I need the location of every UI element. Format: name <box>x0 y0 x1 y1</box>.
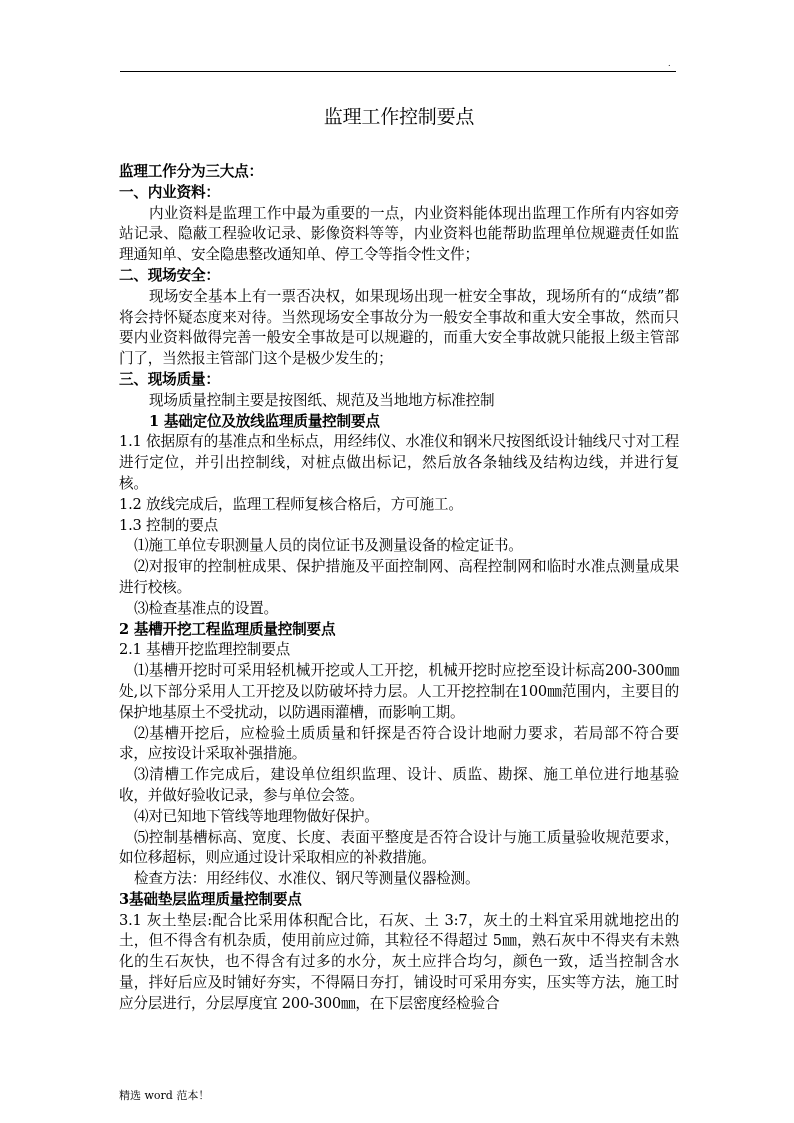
page-title: 监理工作控制要点 <box>323 106 475 128</box>
paragraph: ⑶检查基准点的设置。 <box>134 599 278 617</box>
paragraph: ⑴施工单位专职测量人员的岗位证书及测量设备的检定证书。 <box>134 537 523 555</box>
paragraph: 1.2 放线完成后，监理工程师复核合格后，方可施工。 <box>119 495 463 513</box>
paragraph: 内业资料是监理工作中最为重要的一点，内业资料能体现出监理工作所有内容如旁站记录、隐蔽工程验收记录、影像资料等等，内业资料也能帮助监理单位规避责任如监理通知单、安全隐患整改通知单、停工令等指令性文件； <box>119 204 679 264</box>
paragraph: 现场安全基本上有一票否决权，如果现场出现一桩安全事故，现场所有的“成绩”都将会持怀疑态度来对待。当然现场安全事故分为一般安全事故和重大安全事故，然而只要内业资料做得完善一般安全事故是可以规避的，而重大安全事故就只能报上级主管部门了，当然报主管部门这个是极少发生的； <box>119 287 679 368</box>
paragraph: 2.1 基槽开挖监理控制要点 <box>119 641 290 659</box>
paragraph-list <box>119 162 679 1015</box>
header-rule <box>120 71 676 72</box>
paragraph: 1 基础定位及放线监理质量控制要点 <box>149 412 380 430</box>
paragraph: 1.3 控制的要点 <box>119 516 219 534</box>
page-footer: 精选 word 范本！ <box>119 1089 210 1102</box>
paragraph: 二、现场安全： <box>119 266 220 284</box>
paragraph: ⑵对报审的控制桩成果、保护措施及平面控制网、高程控制网和临时水准点测量成果进行校核。 <box>119 558 679 596</box>
paragraph: 1.1 依据原有的基准点和坐标点，用经纬仪、水准仪和钢米尺按图纸设计轴线尺寸对工程进行定位，并引出控制线，对桩点做出标记，然后放各条轴线及结构边线，并进行复核。 <box>119 433 679 492</box>
paragraph: 三、现场质量： <box>119 370 220 388</box>
paragraph: ⑶清槽工作完成后，建设单位组织监理、设计、质监、勘探、施工单位进行地基验收，并做好验收记录，参与单位会签。 <box>119 766 679 804</box>
paragraph: 3.1 灰土垫层:配合比采用体积配合比，石灰、土 3:7，灰土的土料宜采用就地挖出的土，但不得含有机杂质，使用前应过筛，其粒径不得超过 5㎜，熟石灰中不得夹有未熟化的生石灰快，也不得含有过多的水分，灰土应拌合均匀，颜色一致，适当控制含水量，拌好后应及时铺好夯实，不得隔日夯打，铺设时可采用夯实，压实等方法，施工时应分层进行，分层厚度宜 200-300㎜，在下层密度经检验合 <box>119 911 679 1012</box>
paragraph: 3基础垫层监理质量控制要点 <box>119 890 302 908</box>
header-mark: . <box>668 59 671 68</box>
paragraph: ⑷对已知地下管线等地理物做好保护。 <box>134 807 379 825</box>
paragraph: 现场质量控制主要是按图纸、规范及当地地方标准控制 <box>149 391 495 409</box>
paragraph: 监理工作分为三大点： <box>119 163 263 180</box>
paragraph: ⑴基槽开挖时可采用轻机械开挖或人工开挖，机械开挖时应挖至设计标高200-300㎜处,以下部分采用人工开挖及以防破坏持力层。人工开挖控制在100㎜范围内，主要目的保护地基原土不受扰动，以防遇雨灌槽，而影响工期。 <box>119 662 679 721</box>
paragraph: ⑵基槽开挖后，应检验土质质量和钎探是否符合设计地耐力要求，若局部不符合要求，应按设计采取补强措施。 <box>119 724 679 763</box>
paragraph: 检查方法：用经纬仪、水准仪、钢尺等测量仪器检测。 <box>134 870 480 888</box>
paragraph: 一、内业资料： <box>119 183 220 201</box>
paragraph: 2 基槽开挖工程监理质量控制要点 <box>119 620 336 638</box>
document-body <box>119 104 679 1015</box>
paragraph: ⑸控制基槽标高、宽度、长度、表面平整度是否符合设计与施工质量验收规范要求，如位移超标，则应通过设计采取相应的补救措施。 <box>119 828 679 867</box>
